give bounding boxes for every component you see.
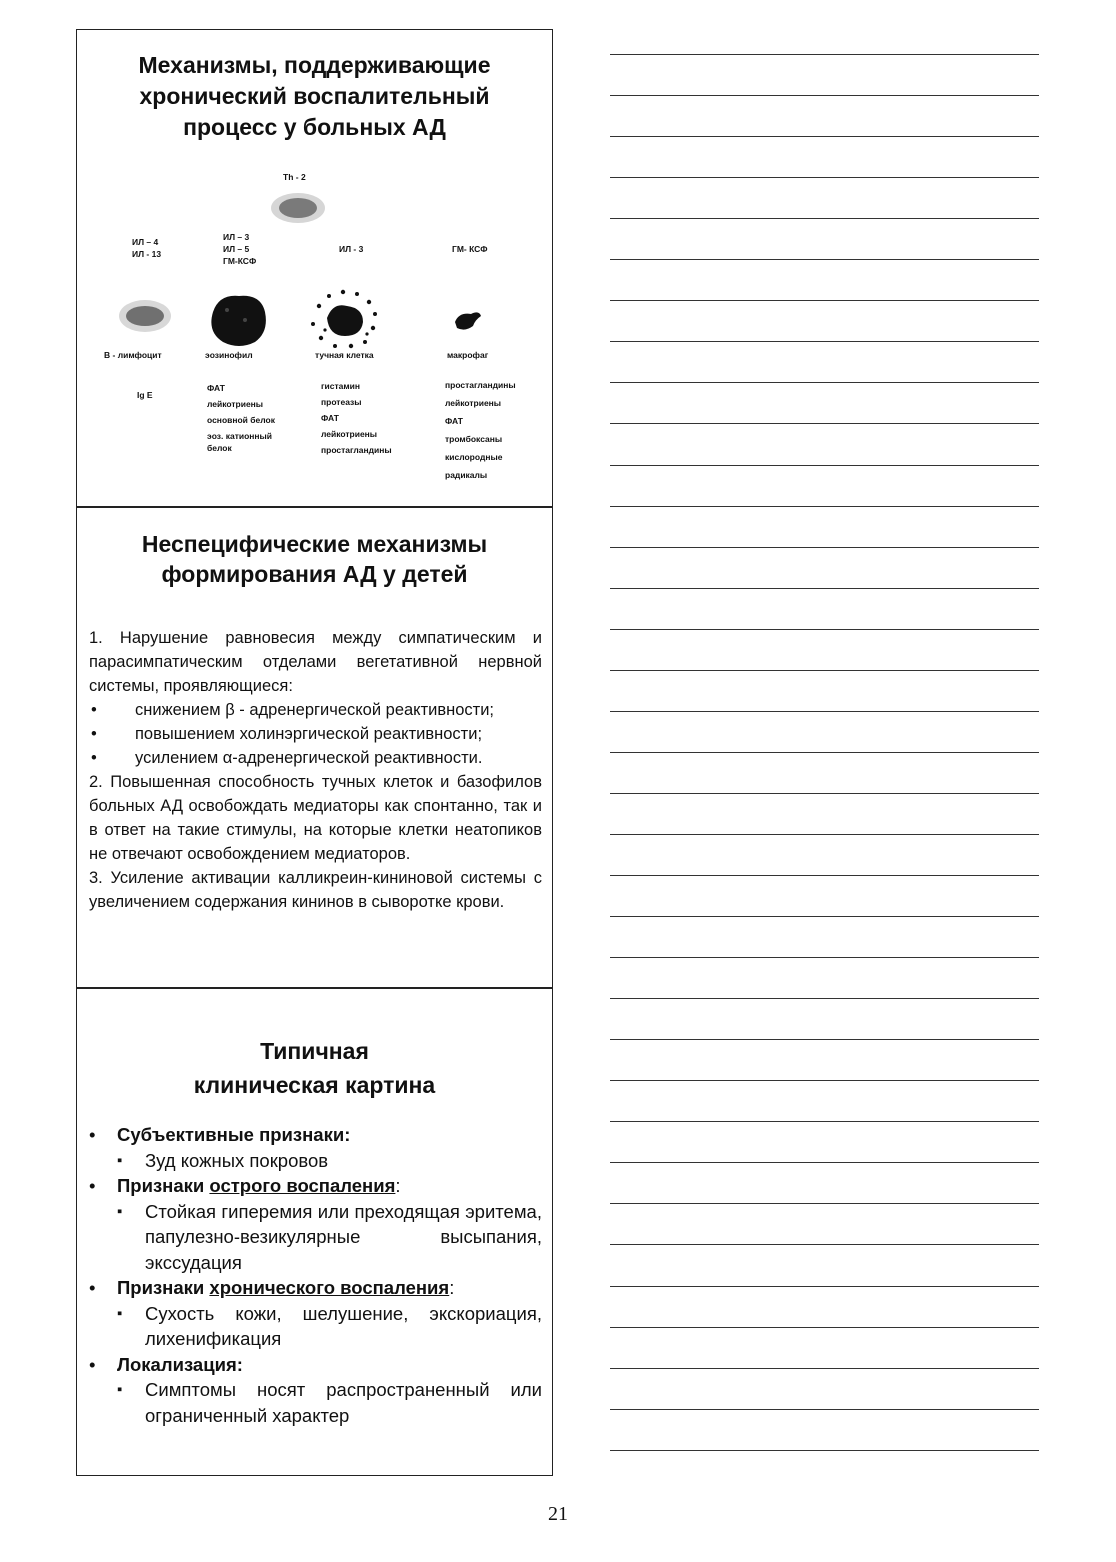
th2-cell-icon bbox=[269, 191, 327, 225]
product-item: белок bbox=[207, 443, 232, 453]
note-line bbox=[610, 465, 1039, 466]
note-line bbox=[610, 1080, 1039, 1081]
mast-cell-products bbox=[321, 378, 392, 458]
product-item: лейкотриены bbox=[207, 399, 264, 409]
acute-suffix: : bbox=[395, 1175, 401, 1196]
note-line bbox=[610, 1203, 1039, 1204]
note-line bbox=[610, 629, 1039, 630]
chronic-underlined: хронического воспаления bbox=[209, 1277, 450, 1298]
localization-heading: • Локализация: bbox=[87, 1352, 542, 1378]
acute-underlined: острого воспаления bbox=[209, 1175, 396, 1196]
slide3-body bbox=[87, 1122, 542, 1428]
b-cell-product: Ig E bbox=[137, 390, 153, 400]
product-item: протеазы bbox=[321, 397, 362, 407]
note-line bbox=[610, 588, 1039, 589]
note-line bbox=[610, 54, 1039, 55]
eosinophil-products bbox=[207, 380, 275, 456]
cytokine-group-4: ГМ- КСФ bbox=[452, 244, 488, 254]
cytokine-il13: ИЛ - 13 bbox=[132, 249, 162, 259]
chronic-suffix: : bbox=[449, 1277, 455, 1298]
slide2-title: Неспецифические механизмы формирования АД у детей bbox=[141, 531, 488, 587]
localization-item: ▪ Симптомы носят распространенный или ограниченный характер bbox=[87, 1377, 542, 1428]
paragraph-3: 3. Усиление активации калликреин-кининовой системы с увеличением содержания кининов в сыворотке крови. bbox=[89, 869, 542, 911]
note-line bbox=[610, 1450, 1039, 1451]
cytokine-group-2 bbox=[223, 231, 256, 267]
product-item: эоз. катионный bbox=[207, 431, 273, 441]
slide-clinical-picture bbox=[76, 988, 553, 1476]
note-line bbox=[610, 875, 1039, 876]
note-line bbox=[610, 341, 1039, 342]
note-line bbox=[610, 998, 1039, 999]
product-item: лейкотриены bbox=[321, 429, 378, 439]
note-line bbox=[610, 1121, 1039, 1122]
slide-inflammation-mechanisms bbox=[76, 29, 553, 507]
cell-label-mast-cell: тучная клетка bbox=[315, 350, 374, 360]
note-line bbox=[610, 711, 1039, 712]
cytokine-gmcsf: ГМ-КСФ bbox=[223, 256, 257, 266]
product-item: простагландины bbox=[321, 445, 392, 455]
chronic-prefix: Признаки bbox=[117, 1277, 210, 1298]
eosinophil-icon bbox=[205, 290, 271, 350]
note-line bbox=[610, 423, 1039, 424]
note-line bbox=[610, 506, 1039, 507]
slide1-title: Механизмы, поддерживающие хронический воспалительный процесс у больных АД bbox=[138, 52, 491, 140]
note-line bbox=[610, 752, 1039, 753]
note-line bbox=[610, 218, 1039, 219]
note-line bbox=[610, 177, 1039, 178]
note-line bbox=[610, 916, 1039, 917]
note-line bbox=[610, 547, 1039, 548]
cytokine-il4: ИЛ – 4 bbox=[132, 237, 159, 247]
subjective-heading: • Субъективные признаки: bbox=[87, 1122, 542, 1148]
cytokine-group-1 bbox=[132, 236, 161, 260]
mast-cell-icon bbox=[305, 286, 385, 352]
note-line bbox=[610, 793, 1039, 794]
note-line bbox=[610, 136, 1039, 137]
slide3-title bbox=[77, 1034, 552, 1102]
note-line bbox=[610, 259, 1039, 260]
acute-prefix: Признаки bbox=[117, 1175, 210, 1196]
cytokine-group-3: ИЛ - 3 bbox=[339, 244, 364, 254]
product-item: ФАТ bbox=[445, 416, 463, 426]
product-item: ФАТ bbox=[207, 383, 225, 393]
chronic-item: ▪ Сухость кожи, шелушение, экскориация, лихенификация bbox=[87, 1301, 542, 1352]
macrophage-icon bbox=[451, 308, 483, 334]
paragraph-1: 1. Нарушение равновесия между симпатическим и парасимпатическим отделами вегетативной нервной системы, проявляющиеся: bbox=[89, 629, 542, 695]
slide2-body bbox=[89, 626, 542, 914]
slide-nonspecific-mechanisms bbox=[76, 507, 553, 988]
cell-diagram bbox=[77, 30, 552, 506]
note-line bbox=[610, 1244, 1039, 1245]
note-line bbox=[610, 300, 1039, 301]
slide3-title-line2: клиническая картина bbox=[193, 1072, 436, 1098]
cell-label-b-lymphocyte: В - лимфоцит bbox=[104, 350, 162, 360]
b-lymphocyte-icon bbox=[117, 298, 173, 334]
note-line bbox=[610, 957, 1039, 958]
chronic-heading bbox=[87, 1275, 542, 1301]
macrophage-products bbox=[445, 376, 516, 484]
product-item: кислородные bbox=[445, 452, 503, 462]
note-line bbox=[610, 1409, 1039, 1410]
cytokine-il5: ИЛ – 5 bbox=[223, 244, 250, 254]
product-item: ФАТ bbox=[321, 413, 339, 423]
note-line bbox=[610, 670, 1039, 671]
product-item: радикалы bbox=[445, 470, 488, 480]
cell-label-eosinophil: эозинофил bbox=[205, 350, 253, 360]
cell-label-macrophage: макрофаг bbox=[447, 350, 489, 360]
cytokine-il3: ИЛ – 3 bbox=[223, 232, 250, 242]
note-line bbox=[610, 834, 1039, 835]
note-line bbox=[610, 1039, 1039, 1040]
slide3-title-line1: Типичная bbox=[260, 1038, 369, 1064]
note-line bbox=[610, 1286, 1039, 1287]
note-line bbox=[610, 1368, 1039, 1369]
note-line bbox=[610, 1162, 1039, 1163]
product-item: тромбоксаны bbox=[445, 434, 503, 444]
note-line bbox=[610, 95, 1039, 96]
bullet-item: • снижением β - адренергической реактивности; bbox=[89, 698, 542, 722]
product-item: простагландины bbox=[445, 380, 516, 390]
product-item: лейкотриены bbox=[445, 398, 502, 408]
page-number: 21 bbox=[548, 1503, 568, 1525]
note-line bbox=[610, 382, 1039, 383]
bullet-list bbox=[89, 698, 542, 770]
acute-item: ▪ Стойкая гиперемия или преходящая эритема, папулезно-везикулярные высыпания, экссудация bbox=[87, 1199, 542, 1276]
bullet-item: • повышением холинэргической реактивности; bbox=[89, 722, 542, 746]
product-item: гистамин bbox=[321, 381, 361, 391]
bullet-item: • усилением α-адренергической реактивности. bbox=[89, 746, 542, 770]
subjective-item: ▪ Зуд кожных покровов bbox=[87, 1148, 542, 1174]
th2-label: Th - 2 bbox=[283, 172, 306, 182]
paragraph-2: 2. Повышенная способность тучных клеток и базофилов больных АД освобождать медиаторы как спонтанно, так и в ответ на такие стимулы, на которые клетки неатопиков не отвечают освобождением медиаторов. bbox=[89, 773, 542, 863]
acute-heading bbox=[87, 1173, 542, 1199]
product-item: основной белок bbox=[207, 415, 275, 425]
note-line bbox=[610, 1327, 1039, 1328]
